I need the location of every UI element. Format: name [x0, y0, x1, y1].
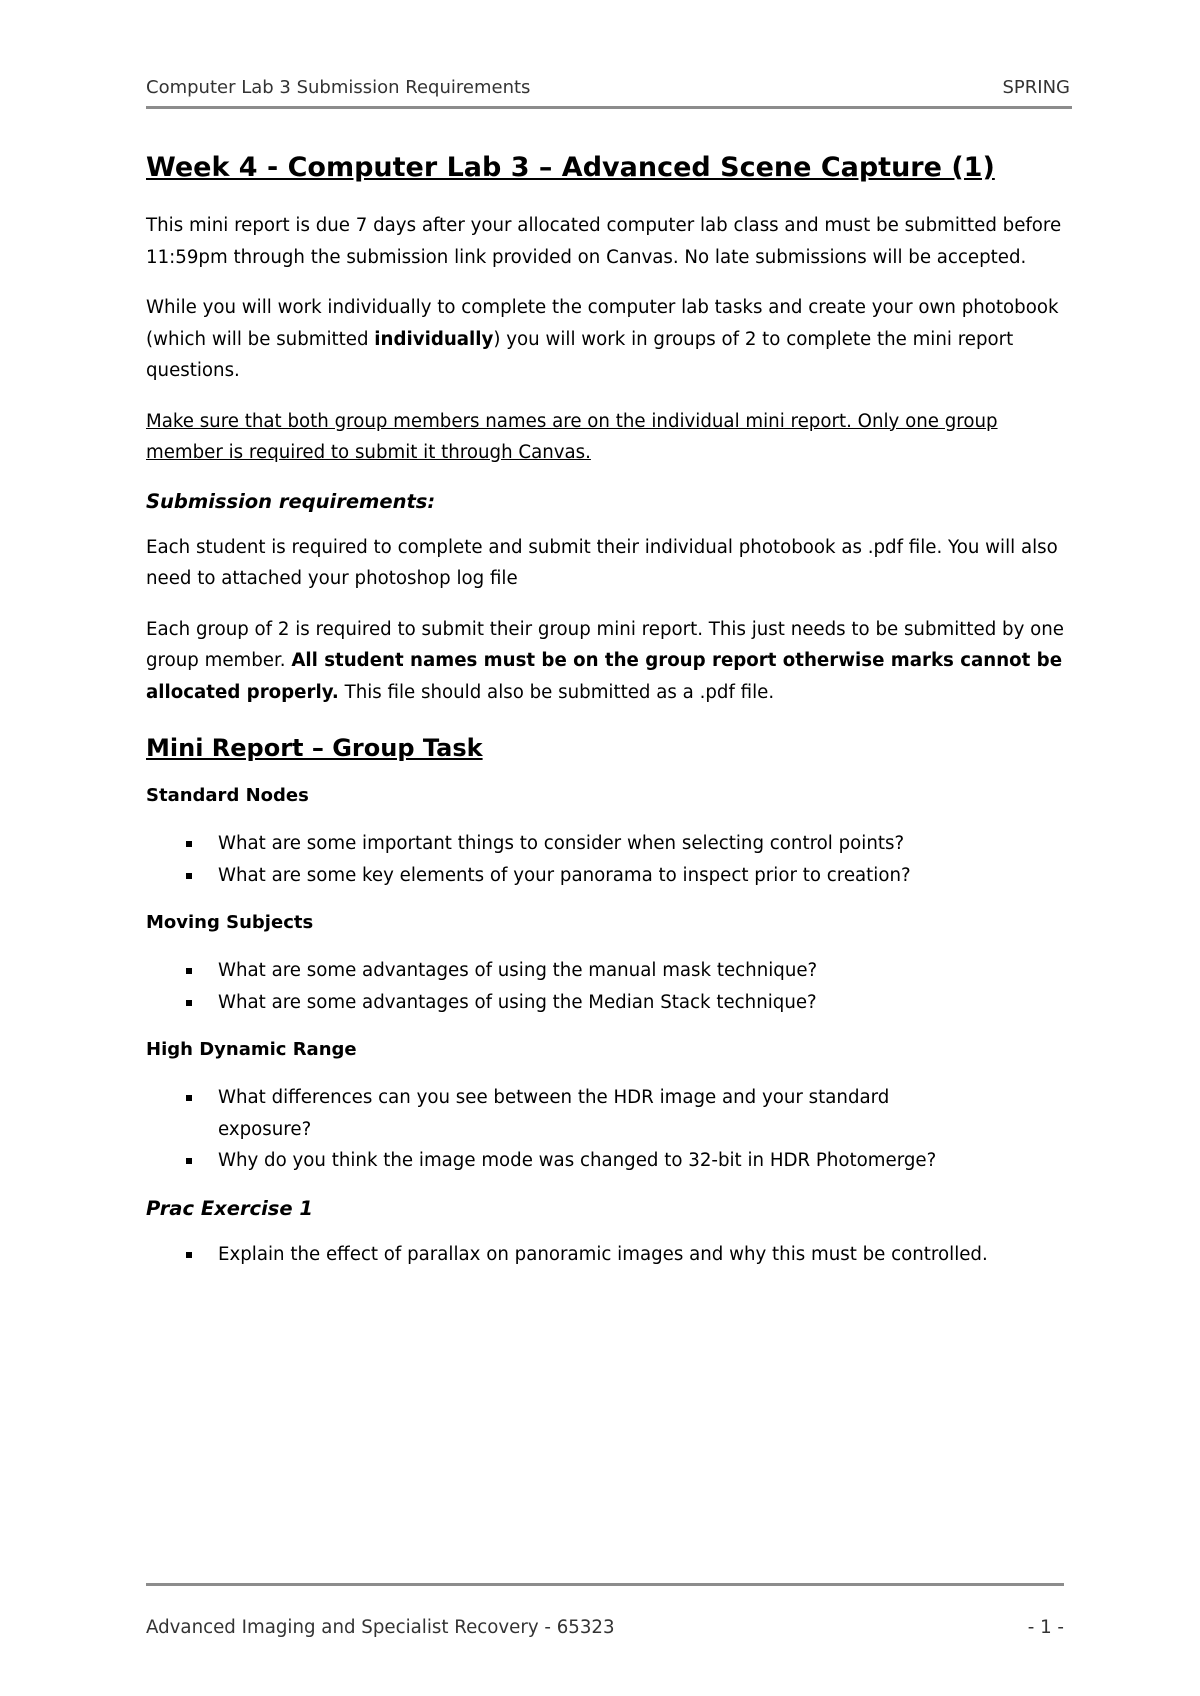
question-text: What differences can you see between the HDR image and your standard exposure?	[218, 1087, 890, 1140]
intro-groups-text-2: ) you will work in groups of 2 to complete the mini report questions.	[146, 328, 1014, 381]
list-item	[146, 828, 1076, 860]
intro-groups-text-1: While you will work individually to complete the computer lab tasks and create your own photobook (which will be submitted	[146, 297, 1059, 350]
document-title: Week 4 - Computer Lab 3 – Advanced Scene Capture (1)	[146, 152, 995, 183]
bullet-icon	[186, 1000, 192, 1006]
submission-group-bold: All student names must be on the group report otherwise marks cannot be allocated properly.	[146, 650, 1063, 703]
mini-report-heading: Mini Report – Group Task	[146, 734, 483, 762]
header-semester: SPRING	[1002, 76, 1070, 98]
submission-heading: Submission requirements:	[146, 489, 436, 513]
question-text: Why do you think the image mode was changed to 32-bit in HDR Photomerge?	[218, 1150, 937, 1171]
list-item	[146, 1239, 1076, 1271]
header-title: Computer Lab 3 Submission Requirements	[146, 76, 531, 98]
prac-exercise-heading: Prac Exercise 1	[146, 1196, 313, 1220]
list-item	[146, 955, 1076, 987]
header-rule	[146, 106, 1072, 109]
footer-course: Advanced Imaging and Specialist Recovery - 65323	[146, 1616, 615, 1638]
bullet-icon	[186, 873, 192, 879]
bullet-icon	[186, 968, 192, 974]
section-title-high-dynamic-range: High Dynamic Range	[146, 1039, 357, 1060]
intro-paragraph-names: Make sure that both group members names are on the individual mini report. Only one group member is required to submit it through Canvas.	[146, 410, 998, 463]
question-text: What are some key elements of your panorama to inspect prior to creation?	[218, 864, 911, 886]
bullet-icon	[186, 1095, 192, 1101]
section-title-moving-subjects: Moving Subjects	[146, 912, 314, 933]
section-title-standard-nodes: Standard Nodes	[146, 785, 309, 806]
footer-rule	[146, 1583, 1064, 1586]
list-item	[146, 860, 1076, 892]
intro-paragraph-due: This mini report is due 7 days after your allocated computer lab class and must be submitted before 11:59pm through the submission link provided on Canvas. No late submissions will be accepted.	[146, 215, 1062, 268]
question-list-standard-nodes	[146, 828, 1076, 891]
bullet-icon	[186, 841, 192, 847]
question-list-prac-exercise	[146, 1239, 1076, 1271]
question-list-high-dynamic-range	[146, 1082, 1076, 1177]
bullet-icon	[186, 1158, 192, 1164]
submission-paragraph-photobook: Each student is required to complete and submit their individual photobook as .pdf file. You will also need to attached your photoshop log file	[146, 536, 1058, 589]
page-header	[146, 72, 1070, 102]
question-text: What are some advantages of using the manual mask technique?	[218, 960, 818, 981]
page-footer	[146, 1612, 1064, 1642]
page-number: - 1 -	[1027, 1616, 1064, 1638]
question-text: Explain the effect of parallax on panoramic images and why this must be controlled.	[218, 1243, 988, 1265]
intro-groups-bold: individually	[374, 328, 494, 350]
page-content	[146, 150, 1076, 1288]
list-item	[146, 987, 1076, 1019]
bullet-icon	[186, 1252, 192, 1258]
question-list-moving-subjects	[146, 955, 1076, 1018]
question-text: What are some important things to consider when selecting control points?	[218, 833, 905, 854]
question-text: What are some advantages of using the Median Stack technique?	[218, 991, 817, 1013]
list-item	[146, 1082, 978, 1145]
list-item	[146, 1145, 1076, 1177]
submission-group-text-1: Each group of 2 is required to submit their group mini report. This just needs to be submitted by one group member.	[146, 618, 1064, 671]
submission-paragraph-group	[146, 614, 1076, 709]
intro-paragraph-groups	[146, 292, 1076, 387]
submission-group-text-2: This file should also be submitted as a .pdf file.	[338, 681, 775, 703]
